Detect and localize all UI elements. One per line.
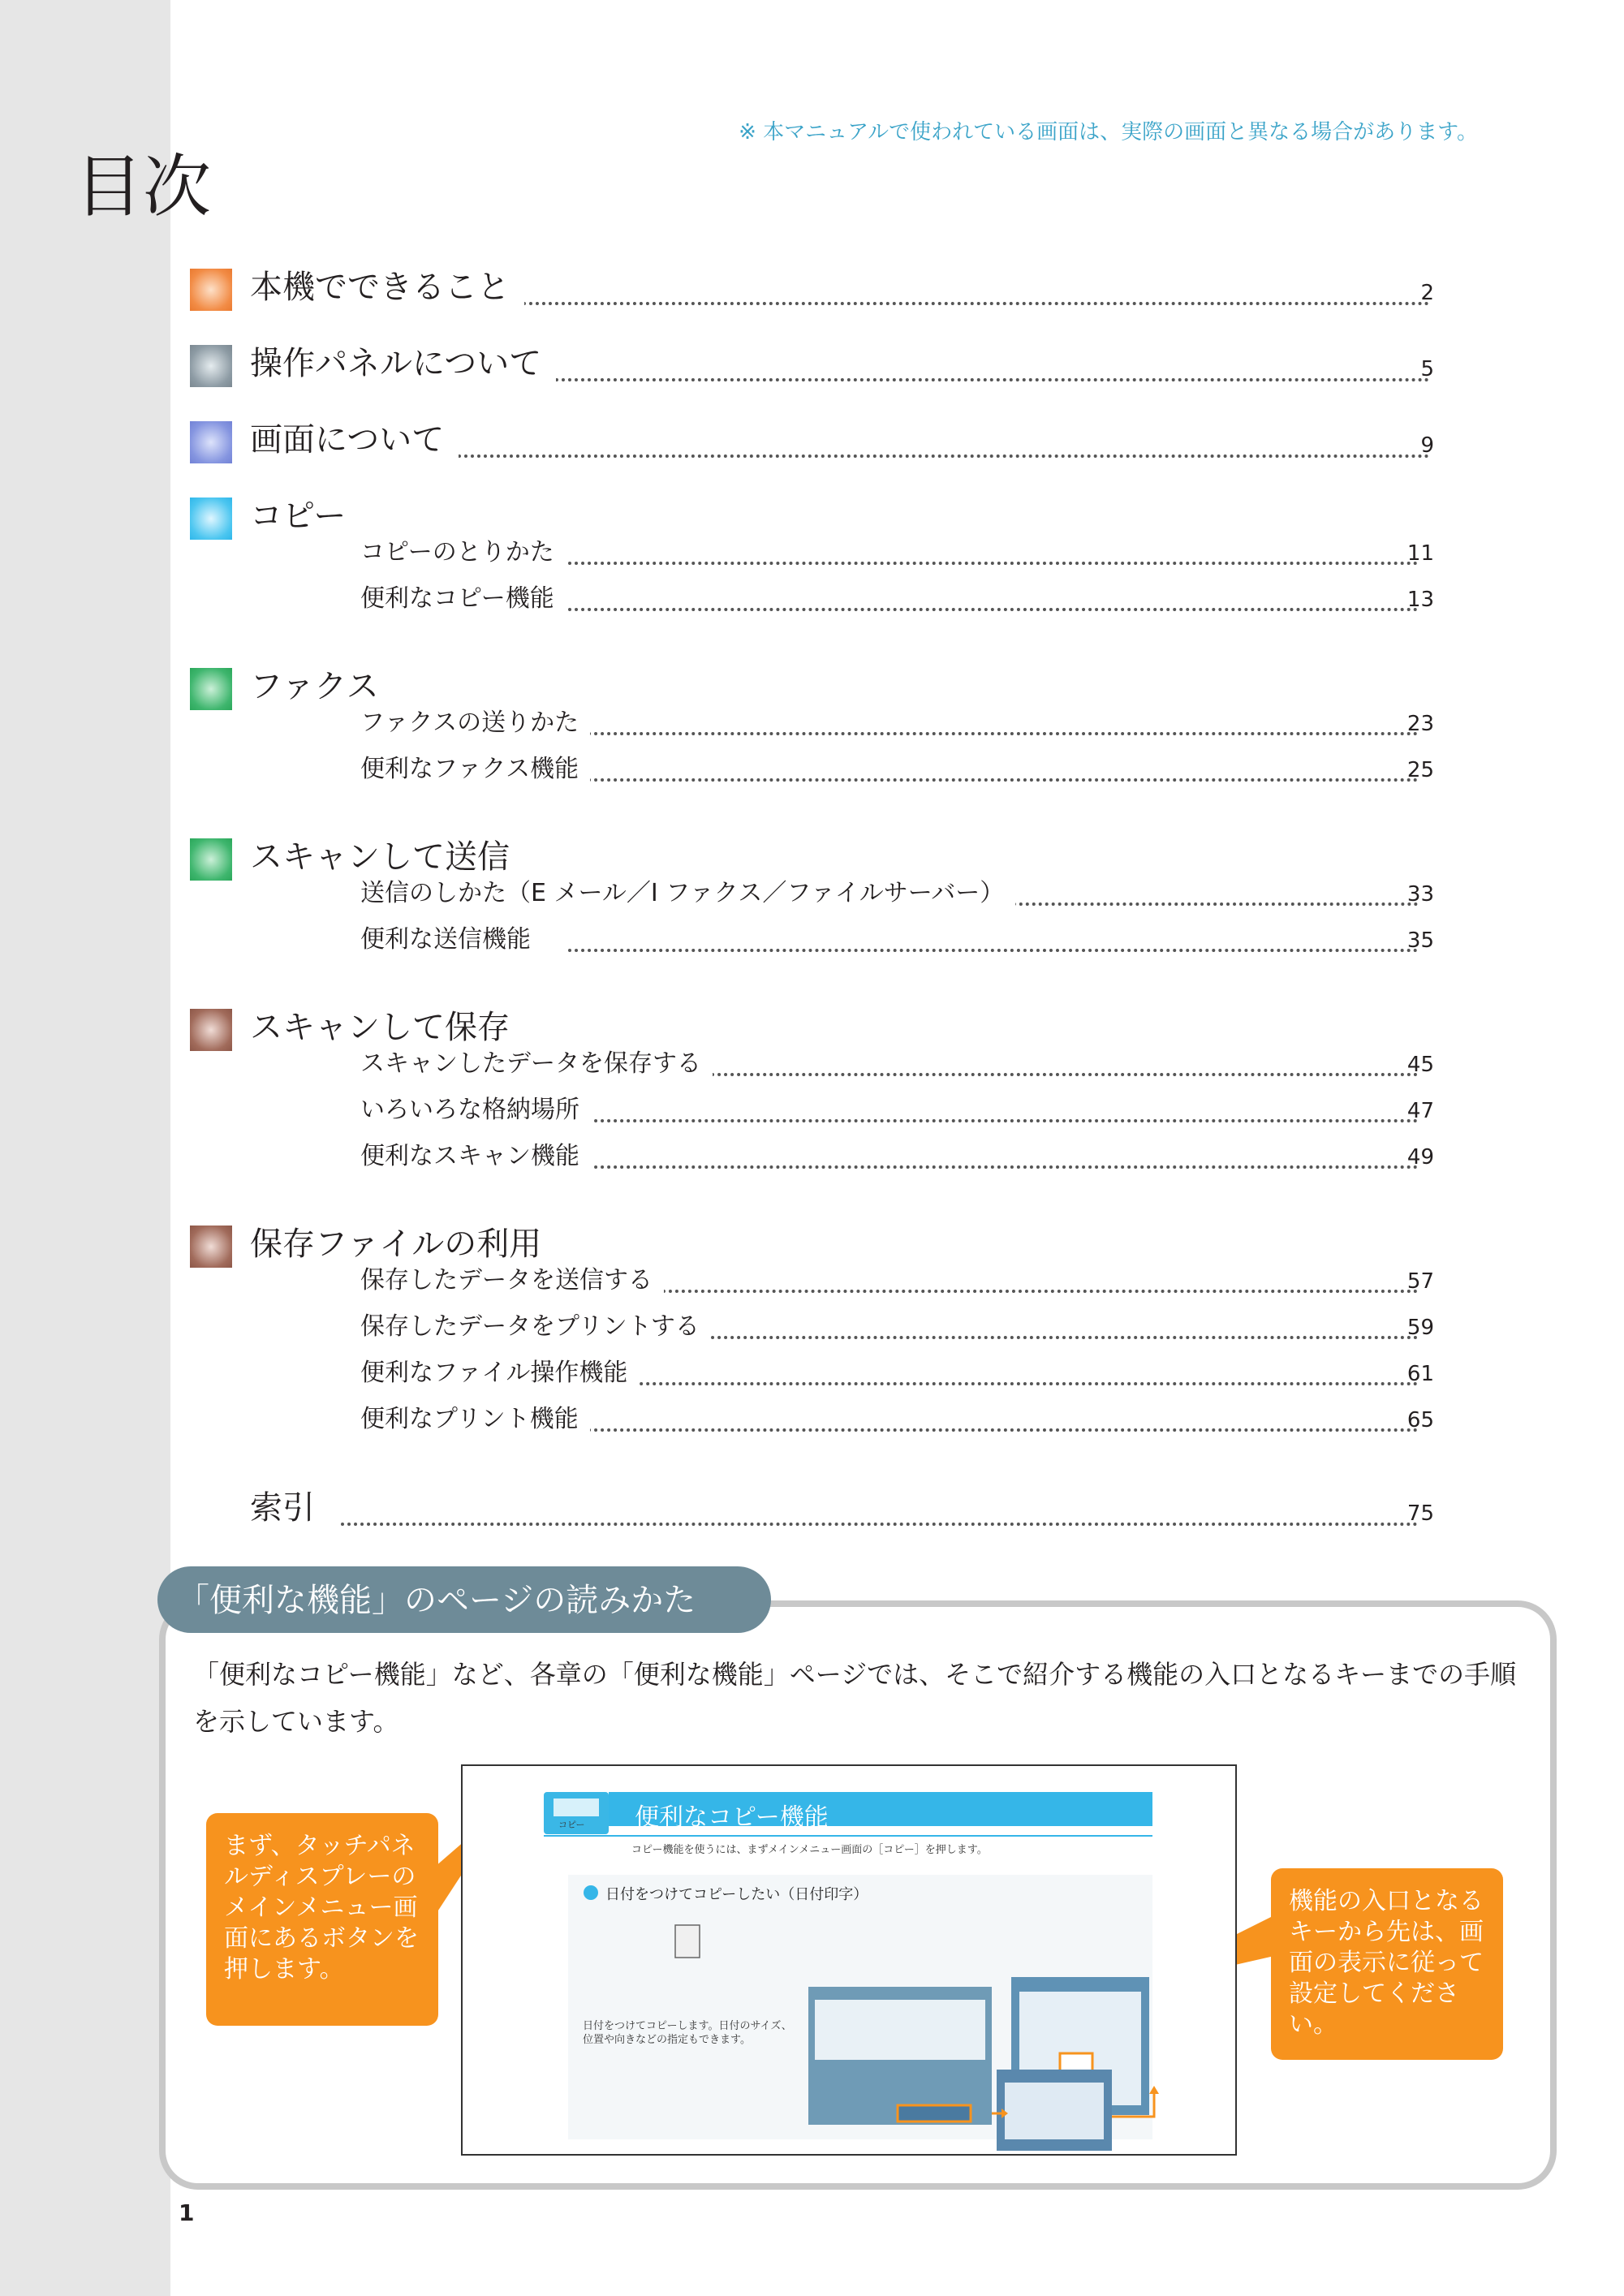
section-title: スキャンしたデータを保存する (360, 1047, 713, 1081)
sample-manual-page (461, 1764, 1237, 2156)
section-title: 保存したデータを送信する (360, 1264, 664, 1298)
callout-left: まず、タッチパネルディスプレーのメインメニュー画面にあるボタンを押します。 (206, 1813, 438, 2026)
chapter-title: スキャンして送信 (250, 834, 524, 880)
sample-subheader: コピー機能を使うには、まずメインメニュー画面の［コピー］を押します。 (631, 1844, 988, 1856)
page-ref: 47 (1406, 1099, 1434, 1123)
chapter-title: コピー (250, 493, 360, 539)
chapter-title: 操作パネルについて (250, 341, 556, 386)
chapter-title: スキャンして保存 (250, 1005, 524, 1050)
section-title: 保存したデータをプリントする (360, 1310, 711, 1344)
screen-disclaimer-note: ※ 本マニュアルで使われている画面は、実際の画面と異なる場合があります。 (739, 120, 1478, 144)
chapter-title: 索引 (250, 1485, 330, 1531)
section-title: コピーのとりかた (360, 536, 566, 570)
sample-feature-desc: 日付をつけてコピーします。日付のサイズ、位置や向きなどの指定もできます。 (583, 2020, 792, 2046)
page-title: 目次 (75, 147, 212, 226)
page-number: 1 (179, 2199, 195, 2226)
guide-heading: 「便利な機能」のページの読みかた (177, 1582, 696, 1619)
section-title: ファクスの送りかた (360, 706, 590, 740)
section-title: 便利なファクス機能 (360, 752, 590, 786)
page-ref: 5 (1420, 357, 1434, 381)
page-ref: 75 (1406, 1501, 1434, 1526)
section-title: 送信のしかた（E メール／I ファクス／ファイルサーバー） (360, 877, 1015, 911)
page-ref: 2 (1420, 281, 1434, 305)
section-title: 便利な送信機能 (360, 923, 542, 957)
page-ref: 33 (1406, 882, 1434, 907)
section-title: いろいろな格納場所 (360, 1093, 591, 1127)
page-ref: 25 (1406, 758, 1434, 782)
chapter-title: 画面について (250, 417, 459, 463)
page-ref: 49 (1406, 1145, 1434, 1170)
page-ref: 13 (1406, 588, 1434, 612)
sample-tab-label: コピー (558, 1820, 585, 1830)
chapter-title: 本機でできること (250, 265, 524, 310)
page-ref: 65 (1406, 1408, 1434, 1432)
page-ref: 23 (1406, 712, 1434, 736)
page-ref: 45 (1406, 1053, 1434, 1077)
section-title: 便利なスキャン機能 (360, 1139, 591, 1174)
page-ref: 9 (1420, 433, 1434, 458)
page-ref: 11 (1406, 541, 1434, 566)
guide-description: 「便利なコピー機能」など、各章の「便利な機能」ページでは、そこで紹介する機能の入口となるキーまでの手順を示しています。 (193, 1659, 1517, 1737)
sample-header: 便利なコピー機能 (635, 1803, 829, 1832)
chapter-title: 保存ファイルの利用 (250, 1221, 556, 1267)
callout-right: 機能の入口となるキーから先は、画面の表示に従って設定してください。 (1271, 1868, 1503, 2060)
section-title: 便利なコピー機能 (360, 582, 566, 616)
section-title: 便利なファイル操作機能 (360, 1356, 639, 1390)
page-ref: 57 (1406, 1269, 1434, 1294)
chapter-title: ファクス (250, 664, 394, 709)
section-title: 便利なプリント機能 (360, 1402, 590, 1437)
page-ref: 61 (1406, 1362, 1434, 1386)
page-ref: 35 (1406, 928, 1434, 953)
sample-feature-title: 日付をつけてコピーしたい（日付印字） (605, 1886, 868, 1903)
page-ref: 59 (1406, 1316, 1434, 1340)
